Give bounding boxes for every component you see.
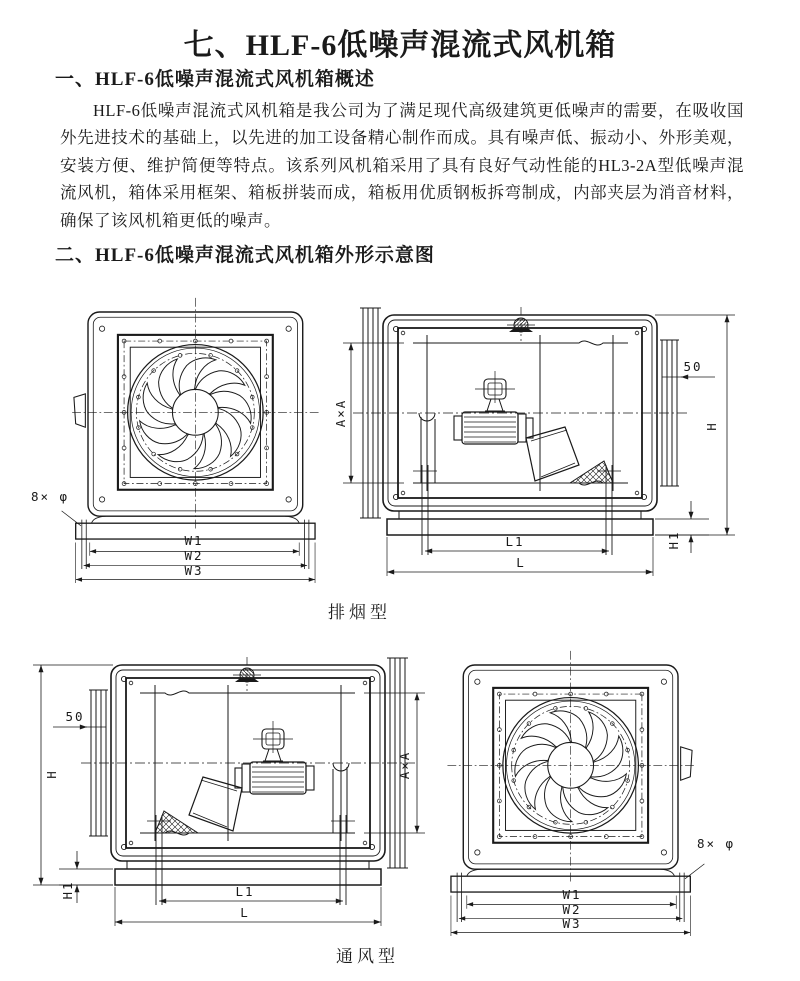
dim-label-l: L xyxy=(516,555,526,570)
dim-label-h1: H1 xyxy=(666,530,681,550)
dim-label-l1: L1 xyxy=(235,884,255,899)
dim-label-axa: A×A xyxy=(333,398,348,428)
dim-label-w2: W2 xyxy=(562,902,582,917)
dim-label-w3: W3 xyxy=(184,563,204,578)
section2-heading: 二、HLF-6低噪声混流式风机箱外形示意图 xyxy=(55,245,435,266)
outline-figure xyxy=(0,276,800,976)
dim-label-w1: W1 xyxy=(184,533,204,548)
dim-label-50: 50 xyxy=(65,709,85,724)
dim-label-h1: H1 xyxy=(60,880,75,900)
fan-box-drawings xyxy=(0,276,800,976)
page-title: 七、HLF-6低噪声混流式风机箱 xyxy=(183,29,617,62)
dim-label-bolt-holes: 8× φ xyxy=(696,836,736,851)
dim-label-l: L xyxy=(240,905,250,920)
dim-label-h: H xyxy=(704,421,719,431)
dim-label-h: H xyxy=(44,769,59,779)
dim-label-w1: W1 xyxy=(562,887,582,902)
section1-paragraph: HLF-6低噪声混流式风机箱是我公司为了满足现代高级建筑更低噪声的需要，在吸收国外先进技术的基础上，以先进的加工设备精心制作而成。具有噪声低、振动小、外形美观，安装方便、维护简便等特点。该系列风机箱采用了具有良好气动性能的HL3-2A型低噪声混流风机，箱体采用框架、箱板拼装而成，箱板用优质钢板拆弯制成，内部夹层为消音材料，确保了该风机箱更低的噪声。 xyxy=(60,101,744,230)
caption-exhaust-type: 排烟型 xyxy=(328,603,391,622)
section1-heading: 一、HLF-6低噪声混流式风机箱概述 xyxy=(55,69,375,90)
dim-label-50: 50 xyxy=(683,359,703,374)
dim-label-l1: L1 xyxy=(505,534,525,549)
dim-label-w3: W3 xyxy=(562,916,582,931)
dim-label-axa: A×A xyxy=(397,750,412,780)
dim-label-w2: W2 xyxy=(184,548,204,563)
side-view-ventilation xyxy=(33,657,425,926)
caption-ventilation-type: 通风型 xyxy=(336,947,399,966)
dim-label-bolt-holes: 8× φ xyxy=(30,489,70,504)
